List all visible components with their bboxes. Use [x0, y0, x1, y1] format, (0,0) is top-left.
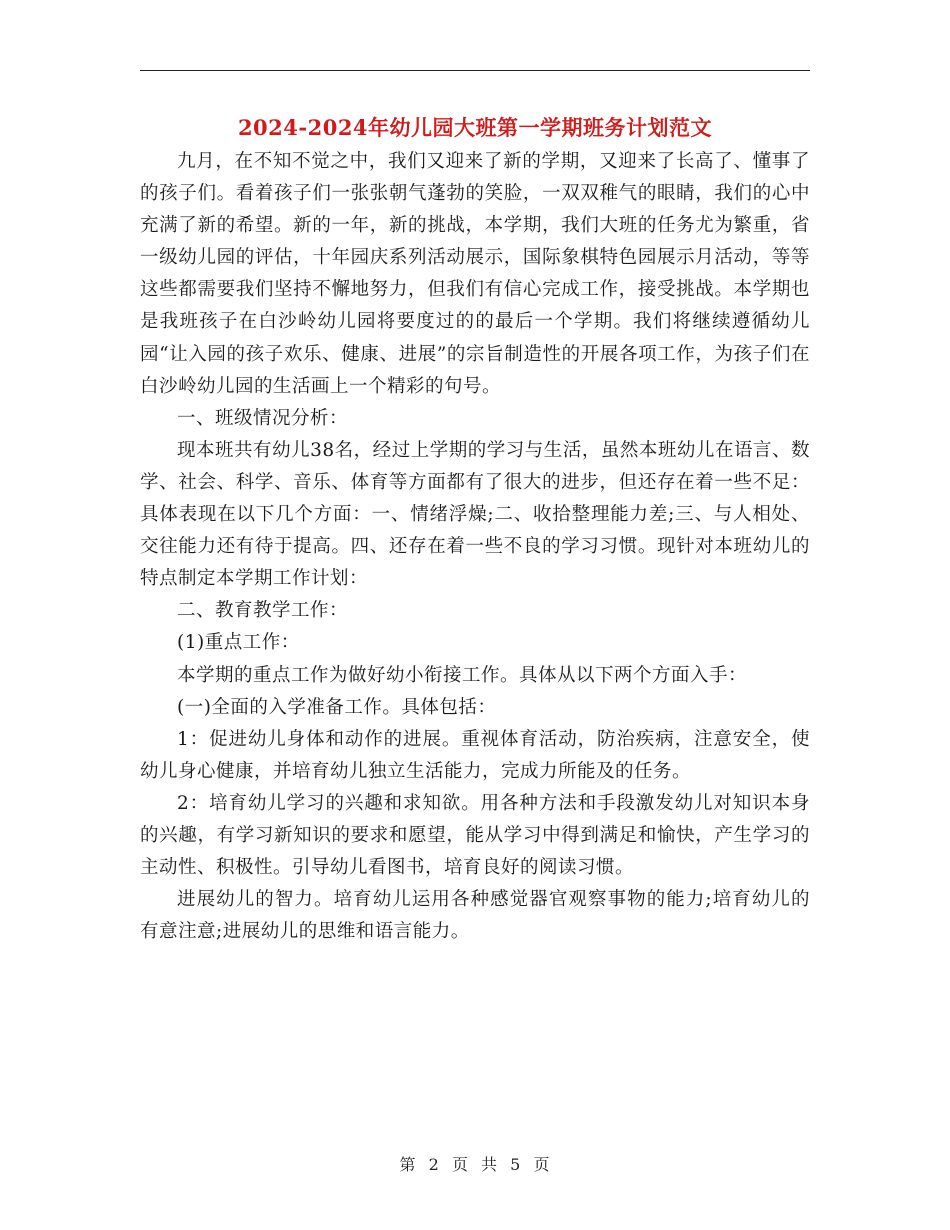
footer-total-prefix: 共: [481, 1155, 499, 1174]
header-rule: [140, 70, 810, 71]
section-heading-class-analysis: 一、班级情况分析：: [177, 407, 349, 429]
paragraph-item-2: 2：培育幼儿学习的兴趣和求知欲。用各种方法和手段激发幼儿对知识本身的兴趣，有学习新知识的要求和愿望，能从学习中得到满足和愉快，产生学习的主动性、积极性。引导幼儿看图书，培育良好的阅读习惯。: [140, 792, 810, 879]
paragraph-intro: 九月，在不知不觉之中，我们又迎来了新的学期，又迎来了长高了、懂事了的孩子们。看着孩子们一张张朝气蓬勃的笑脸，一双双稚气的眼睛，我们的心中充满了新的希望。新的一年，新的挑战，本学期，我们大班的任务尤为繁重，省一级幼儿园的评估，十年园庆系列活动展示，国际象棋特色园展示月活动，等等这些都需要我们坚持不懈地努力，但我们有信心完成工作，接受挑战。本学期也是我班孩子在白沙岭幼儿园将要度过的的最后一个学期。我们将继续遵循幼儿园“让入园的孩子欢乐、健康、进展”的宗旨制造性的开展各项工作，为孩子们在白沙岭幼儿园的生活画上一个精彩的句号。: [140, 151, 810, 397]
paragraph-class-analysis: 现本班共有幼儿38名，经过上学期的学习与生活，虽然本班幼儿在语言、数学、社会、科学、音乐、体育等方面都有了很大的进步，但还存在着一些不足：具体表现在以下几个方面：一、情绪浮燥;二、收拾整理能力差;三、与人相处、交往能力还有待于提高。四、还存在着一些不良的学习习惯。现针对本班幼儿的特点制定本学期工作计划：: [140, 439, 810, 590]
paragraph-item-1: 1：促进幼儿身体和动作的进展。重视体育活动，防治疾病，注意安全，使幼儿身心健康，并培育幼儿独立生活能力，完成力所能及的任务。: [140, 728, 810, 782]
paragraph-intellect: 进展幼儿的智力。培育幼儿运用各种感觉器官观察事物的能力;培育幼儿的有意注意;进展幼儿的思维和语言能力。: [140, 889, 810, 943]
footer-total-pages: 5: [510, 1155, 522, 1174]
subheading-key-work: (1)重点工作：: [177, 632, 300, 654]
document-title: 2024-2024年幼儿园大班第一学期班务计划范文: [237, 115, 713, 140]
footer-current-page: 2: [428, 1155, 440, 1174]
subheading-school-prep: (一)全面的入学准备工作。具体包括：: [177, 696, 497, 718]
page-footer: [0, 1152, 950, 1175]
section-heading-teaching-work: 二、教育教学工作：: [177, 600, 349, 622]
footer-page-word: 页: [451, 1155, 469, 1174]
document-body: [140, 146, 810, 948]
paragraph-key-work: 本学期的重点工作为做好幼小衔接工作。具体从以下两个方面入手：: [177, 664, 748, 686]
footer-suffix: 页: [533, 1155, 551, 1174]
footer-prefix: 第: [399, 1155, 417, 1174]
